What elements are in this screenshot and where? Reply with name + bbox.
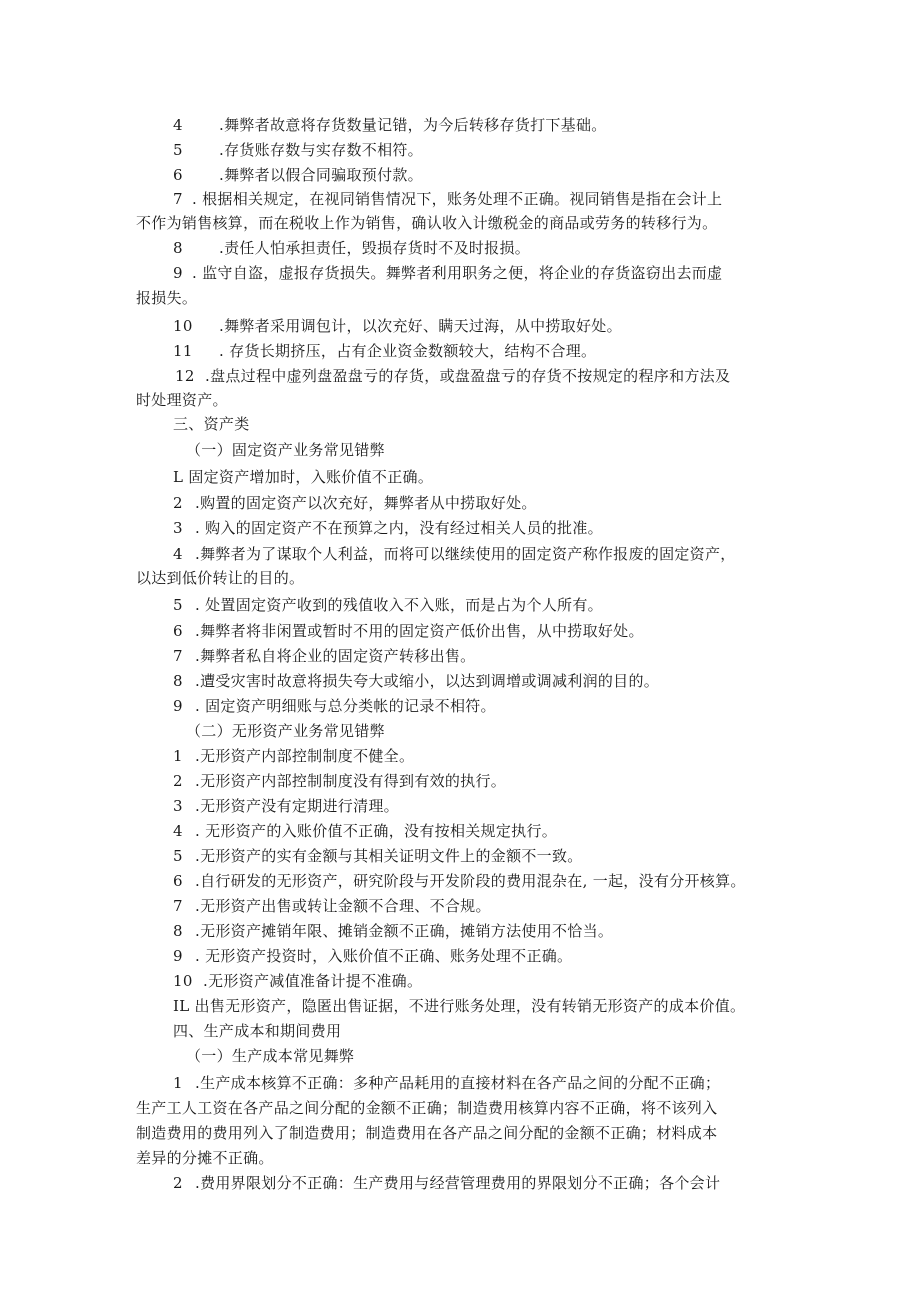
list-item xyxy=(173,745,414,767)
list-item xyxy=(173,845,583,867)
item-number: 4 xyxy=(173,545,183,563)
item-text: . 无形资产投资时，入账价值不正确、账务处理不正确。 xyxy=(195,947,573,965)
item-text: L 固定资产增加时，入账价值不正确。 xyxy=(173,468,434,486)
list-item xyxy=(173,237,530,259)
list-item xyxy=(173,820,557,842)
heading-text: 三、资产类 xyxy=(173,415,250,433)
item-number: 12 xyxy=(175,367,195,385)
item-number: 3 xyxy=(173,797,183,815)
list-item xyxy=(173,466,433,488)
list-item xyxy=(173,795,399,817)
item-number: 9 xyxy=(173,947,183,965)
item-text: .舞弊者为了谋取个人利益，而将可以继续使用的固定资产称作报废的固定资产， xyxy=(195,545,736,563)
text-line xyxy=(136,1147,274,1169)
item-text: . 监守自盗，虚报存货损失。舞弊者利用职务之便，将企业的存货盗窃出去而虚 xyxy=(192,264,723,282)
item-text: .存货账存数与实存数不相符。 xyxy=(219,141,423,159)
item-number: 5 xyxy=(173,596,183,614)
item-text: 不作为销售核算，而在税收上作为销售，确认收入计缴税金的商品或劳务的转移行为。 xyxy=(136,214,718,232)
text-line xyxy=(136,212,717,234)
item-text: .无形资产出售或转让金额不合理、不合规。 xyxy=(195,897,491,915)
item-text: 制造费用的费用列入了制造费用；制造费用在各产品之间分配的金额不正确；材料成本 xyxy=(136,1124,718,1142)
list-item xyxy=(173,870,746,892)
item-number: 4 xyxy=(173,116,183,134)
list-item xyxy=(173,945,572,967)
list-item xyxy=(173,645,475,667)
item-text: .责任人怕承担责任，毁损存货时不及时报损。 xyxy=(219,239,531,257)
item-text: .无形资产内部控制制度没有得到有效的执行。 xyxy=(195,772,507,790)
item-text: .无形资产内部控制制度不健全。 xyxy=(195,747,415,765)
item-text: 报损失。 xyxy=(136,289,198,307)
list-item xyxy=(173,114,607,136)
item-number: 1 xyxy=(173,1074,183,1092)
item-number: 7 xyxy=(173,647,183,665)
list-item xyxy=(173,139,423,161)
text-line xyxy=(136,1122,717,1144)
item-text: .舞弊者采用调包计，以次充好、瞒天过海，从中捞取好处。 xyxy=(219,317,622,335)
item-text: . 购入的固定资产不在预算之内，没有经过相关人员的批准。 xyxy=(195,519,603,537)
item-text: .舞弊者以假合同骗取预付款。 xyxy=(219,166,423,184)
item-number: 3 xyxy=(173,519,183,537)
list-item xyxy=(173,670,659,692)
item-text: .舞弊者故意将存货数量记错，为今后转移存货打下基础。 xyxy=(219,116,607,134)
item-text: .舞弊者私自将企业的固定资产转移出售。 xyxy=(195,647,476,665)
text-line xyxy=(136,287,197,309)
item-number: 2 xyxy=(173,772,183,790)
item-number: 2 xyxy=(173,494,183,512)
list-item xyxy=(173,1172,720,1194)
item-number: 8 xyxy=(173,672,183,690)
item-text: . 根据相关规定，在视同销售情况下，账务处理不正确。视同销售是指在会计上 xyxy=(192,190,723,208)
item-number: 6 xyxy=(173,166,183,184)
list-item xyxy=(173,543,736,565)
item-number: 9 xyxy=(173,697,183,715)
item-text: .购置的固定资产以次充好，舞弊者从中捞取好处。 xyxy=(195,494,537,512)
item-number: 7 xyxy=(173,897,183,915)
item-number: 7 xyxy=(173,190,183,208)
text-line xyxy=(136,1097,717,1119)
item-text: .费用界限划分不正确：生产费用与经营管理费用的界限划分不正确；各个会计 xyxy=(195,1174,721,1192)
item-text: 差异的分摊不正确。 xyxy=(136,1149,274,1167)
section-heading xyxy=(173,1020,341,1042)
subsection-heading xyxy=(186,439,385,461)
list-item xyxy=(173,620,644,642)
item-text: 生产工人工资在各产品之间分配的金额不正确；制造费用核算内容不正确，将不该列入 xyxy=(136,1099,718,1117)
item-text: . 处置固定资产收到的残值收入不入账，而是占为个人所有。 xyxy=(195,596,603,614)
list-item xyxy=(173,995,745,1017)
heading-text: 四、生产成本和期间费用 xyxy=(173,1022,342,1040)
section-heading xyxy=(173,413,250,435)
item-number: 9 xyxy=(173,264,183,282)
item-text: .无形资产摊销年限、摊销金额不正确，摊销方法使用不恰当。 xyxy=(195,922,614,940)
list-item xyxy=(173,164,423,186)
heading-text: （一）生产成本常见舞弊 xyxy=(186,1047,355,1065)
item-text: .生产成本核算不正确：多种产品耗用的直接材料在各产品之间的分配不正确； xyxy=(195,1074,721,1092)
item-number: 8 xyxy=(173,239,183,257)
list-item xyxy=(173,920,613,942)
list-item xyxy=(173,695,496,717)
item-text: 时处理资产。 xyxy=(136,391,228,409)
list-item xyxy=(173,315,622,337)
list-item xyxy=(173,340,596,362)
list-item xyxy=(173,1072,720,1094)
list-item xyxy=(173,770,506,792)
list-item xyxy=(173,970,422,992)
item-number: 10 xyxy=(173,972,193,990)
item-text: .无形资产没有定期进行清理。 xyxy=(195,797,399,815)
item-text: .遭受灾害时故意将损失夸大或缩小，以达到调增或调减利润的目的。 xyxy=(195,672,660,690)
item-text: .自行研发的无形资产，研究阶段与开发阶段的费用混杂在, 一起，没有分开核算。 xyxy=(195,872,746,890)
item-text: .无形资产减值准备计提不准确。 xyxy=(203,972,423,990)
item-text: .舞弊者将非闲置或暂时不用的固定资产低价出售，从中捞取好处。 xyxy=(195,622,644,640)
item-text: 以达到低价转让的目的。 xyxy=(136,569,305,587)
item-number: 11 xyxy=(173,342,193,360)
item-text: .盘点过程中虚列盘盈盘亏的存货，或盘盈盘亏的存货不按规定的程序和方法及 xyxy=(205,367,731,385)
item-number: 5 xyxy=(173,847,183,865)
heading-text: （一）固定资产业务常见错弊 xyxy=(186,441,385,459)
item-number: 6 xyxy=(173,622,183,640)
text-line xyxy=(136,567,304,589)
list-item xyxy=(175,365,730,387)
item-number: 10 xyxy=(173,317,193,335)
item-number: 8 xyxy=(173,922,183,940)
subsection-heading xyxy=(186,1045,354,1067)
item-text: . 存货长期挤压，占有企业资金数额较大，结构不合理。 xyxy=(219,342,597,360)
item-text: .无形资产的实有金额与其相关证明文件上的金额不一致。 xyxy=(195,847,583,865)
item-number: 4 xyxy=(173,822,183,840)
heading-text: （二）无形资产业务常见错弊 xyxy=(186,722,385,740)
subsection-heading xyxy=(186,720,385,742)
list-item xyxy=(173,188,722,210)
item-text: IL 出售无形资产，隐匿出售证据，不进行账务处理，没有转销无形资产的成本价值。 xyxy=(173,997,746,1015)
item-number: 5 xyxy=(173,141,183,159)
item-text: . 固定资产明细账与总分类帐的记录不相符。 xyxy=(195,697,496,715)
item-text: . 无形资产的入账价值不正确，没有按相关规定执行。 xyxy=(195,822,558,840)
list-item xyxy=(173,594,603,616)
list-item xyxy=(173,517,603,539)
item-number: 6 xyxy=(173,872,183,890)
item-number: 1 xyxy=(173,747,183,765)
list-item xyxy=(173,895,491,917)
text-line xyxy=(136,389,228,411)
list-item xyxy=(173,262,722,284)
list-item xyxy=(173,492,537,514)
item-number: 2 xyxy=(173,1174,183,1192)
